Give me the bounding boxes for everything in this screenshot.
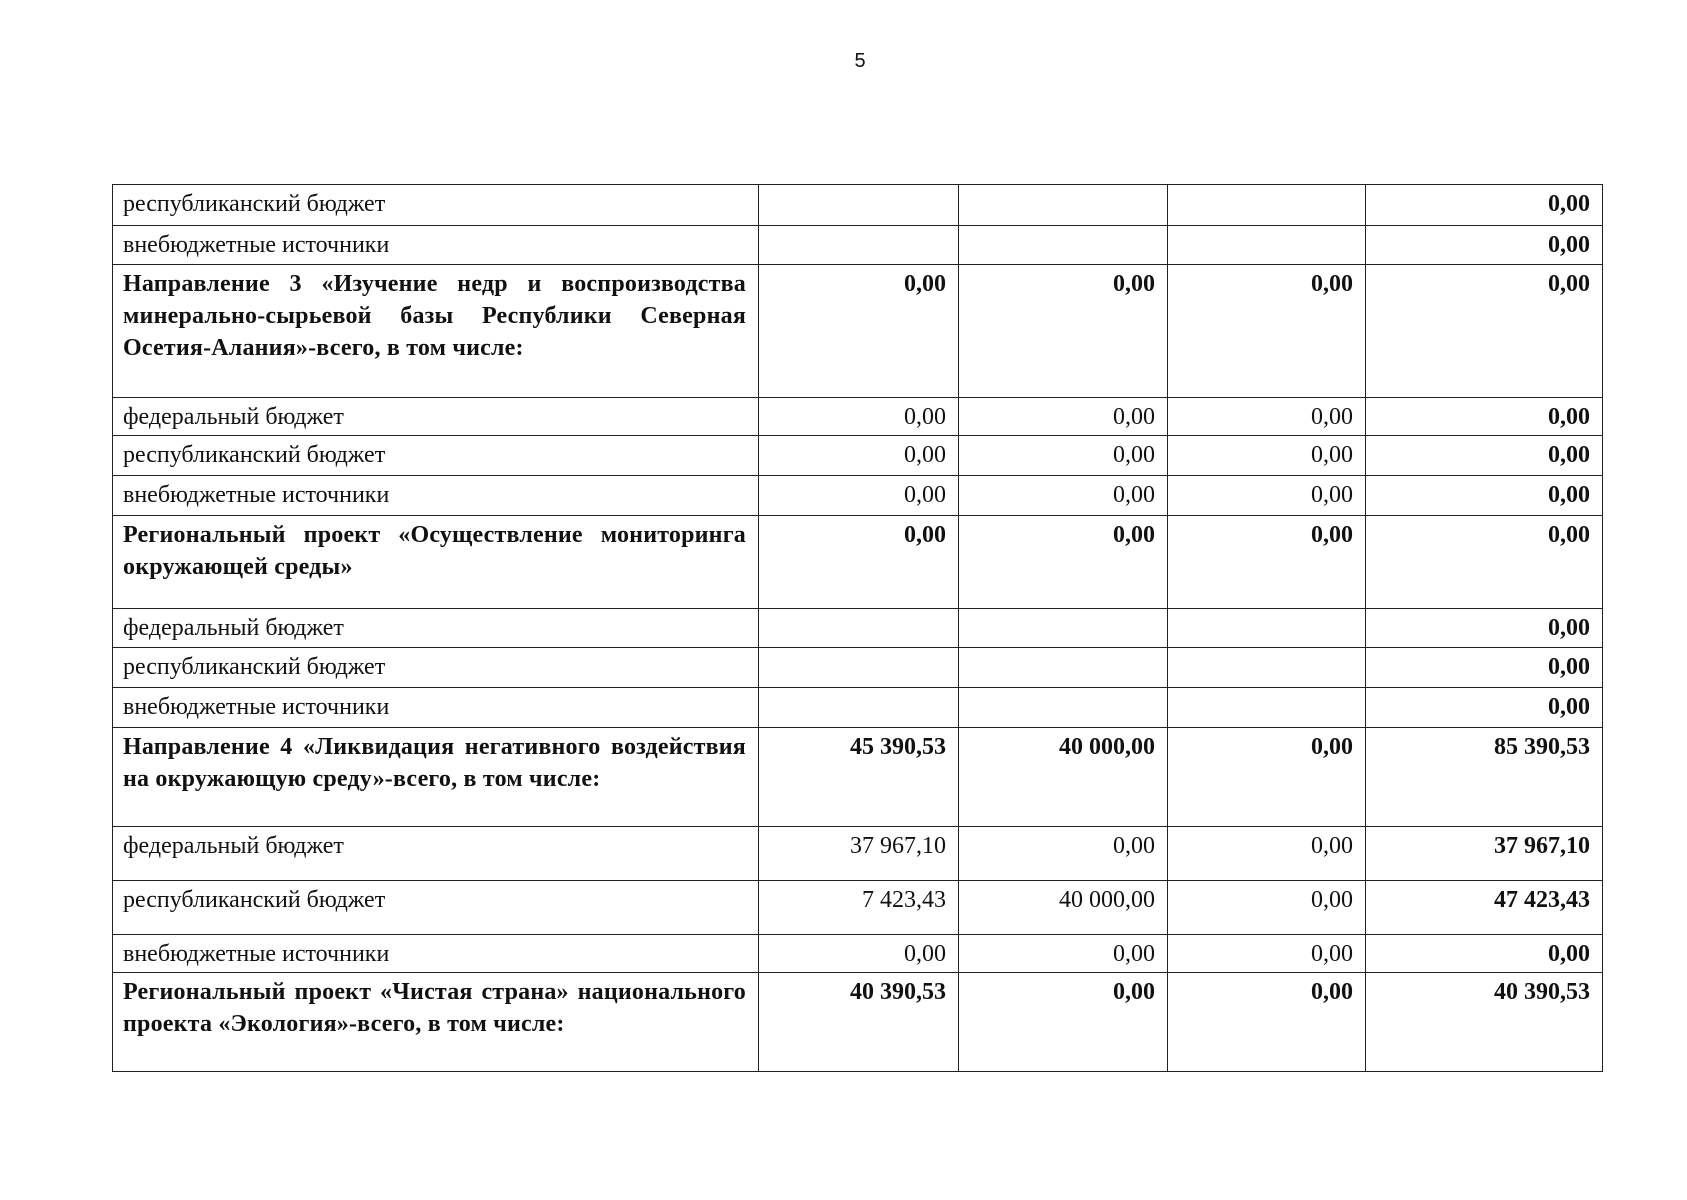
- value-year-3: 0,00: [1168, 973, 1366, 1072]
- value-year-2: 0,00: [959, 827, 1168, 881]
- value-year-3: 0,00: [1168, 827, 1366, 881]
- value-year-3: 0,00: [1168, 265, 1366, 398]
- value-year-3: [1168, 648, 1366, 688]
- table-row: [113, 436, 1603, 476]
- row-label: республиканский бюджет: [113, 648, 759, 688]
- table-row: [113, 516, 1603, 609]
- table-row: [113, 728, 1603, 827]
- value-year-1: [759, 185, 959, 226]
- value-total: 0,00: [1366, 476, 1603, 516]
- value-year-1: 45 390,53: [759, 728, 959, 827]
- table-row: [113, 881, 1603, 935]
- value-year-2: 0,00: [959, 516, 1168, 609]
- value-year-2: [959, 688, 1168, 728]
- value-year-2: [959, 226, 1168, 265]
- table-row: [113, 226, 1603, 265]
- value-total: 0,00: [1366, 226, 1603, 265]
- value-year-1: 0,00: [759, 265, 959, 398]
- table-row: [113, 688, 1603, 728]
- value-year-1: 0,00: [759, 398, 959, 436]
- table-row: [113, 265, 1603, 398]
- value-total: 0,00: [1366, 516, 1603, 609]
- value-year-3: 0,00: [1168, 935, 1366, 973]
- table-row: [113, 398, 1603, 436]
- value-year-2: 0,00: [959, 935, 1168, 973]
- value-total: 0,00: [1366, 265, 1603, 398]
- value-year-1: 7 423,43: [759, 881, 959, 935]
- value-total: 40 390,53: [1366, 973, 1603, 1072]
- table-row: [113, 185, 1603, 226]
- value-year-1: 40 390,53: [759, 973, 959, 1072]
- table-row: [113, 476, 1603, 516]
- value-total: 37 967,10: [1366, 827, 1603, 881]
- row-label: внебюджетные источники: [113, 935, 759, 973]
- row-label: республиканский бюджет: [113, 185, 759, 226]
- value-year-2: [959, 609, 1168, 648]
- value-total: 0,00: [1366, 185, 1603, 226]
- value-year-1: 0,00: [759, 935, 959, 973]
- row-label: Направление 4 «Ликвидация негативного воздействия на окружающую среду»-всего, в том числе:: [113, 728, 759, 827]
- row-label: Региональный проект «Чистая страна» национального проекта «Экология»-всего, в том числе:: [113, 973, 759, 1072]
- table-row: [113, 648, 1603, 688]
- value-total: 0,00: [1366, 648, 1603, 688]
- value-year-2: [959, 185, 1168, 226]
- value-total: 0,00: [1366, 609, 1603, 648]
- value-year-2: 0,00: [959, 265, 1168, 398]
- value-year-3: [1168, 609, 1366, 648]
- table-row: [113, 935, 1603, 973]
- value-year-3: [1168, 226, 1366, 265]
- value-year-3: 0,00: [1168, 728, 1366, 827]
- value-year-1: 0,00: [759, 436, 959, 476]
- row-label: внебюджетные источники: [113, 476, 759, 516]
- page-number: 5: [854, 50, 866, 72]
- table-row: [113, 609, 1603, 648]
- value-year-1: 0,00: [759, 476, 959, 516]
- row-label: республиканский бюджет: [113, 436, 759, 476]
- value-total: 0,00: [1366, 688, 1603, 728]
- value-year-3: [1168, 185, 1366, 226]
- value-total: 0,00: [1366, 935, 1603, 973]
- budget-table: [112, 184, 1603, 1072]
- value-year-2: [959, 648, 1168, 688]
- value-year-1: [759, 648, 959, 688]
- value-year-1: [759, 226, 959, 265]
- value-year-2: 0,00: [959, 476, 1168, 516]
- row-label: Направление 3 «Изучение недр и воспроизводства минерально-сырьевой базы Республики Северная Осетия-Алания»-всего, в том числе:: [113, 265, 759, 398]
- table-row: [113, 973, 1603, 1072]
- row-label: федеральный бюджет: [113, 827, 759, 881]
- value-year-2: 0,00: [959, 436, 1168, 476]
- value-year-1: [759, 688, 959, 728]
- row-label: республиканский бюджет: [113, 881, 759, 935]
- row-label: Региональный проект «Осуществление мониторинга окружающей среды»: [113, 516, 759, 609]
- value-year-3: 0,00: [1168, 476, 1366, 516]
- value-total: 0,00: [1366, 398, 1603, 436]
- row-label: федеральный бюджет: [113, 398, 759, 436]
- value-year-1: [759, 609, 959, 648]
- value-year-3: 0,00: [1168, 436, 1366, 476]
- value-total: 0,00: [1366, 436, 1603, 476]
- value-year-2: 0,00: [959, 973, 1168, 1072]
- row-label: внебюджетные источники: [113, 688, 759, 728]
- value-year-2: 0,00: [959, 398, 1168, 436]
- value-year-2: 40 000,00: [959, 881, 1168, 935]
- value-total: 47 423,43: [1366, 881, 1603, 935]
- value-year-3: 0,00: [1168, 881, 1366, 935]
- value-year-3: 0,00: [1168, 398, 1366, 436]
- value-year-1: 37 967,10: [759, 827, 959, 881]
- value-year-2: 40 000,00: [959, 728, 1168, 827]
- value-year-3: [1168, 688, 1366, 728]
- value-year-3: 0,00: [1168, 516, 1366, 609]
- value-total: 85 390,53: [1366, 728, 1603, 827]
- row-label: федеральный бюджет: [113, 609, 759, 648]
- table-row: [113, 827, 1603, 881]
- row-label: внебюджетные источники: [113, 226, 759, 265]
- value-year-1: 0,00: [759, 516, 959, 609]
